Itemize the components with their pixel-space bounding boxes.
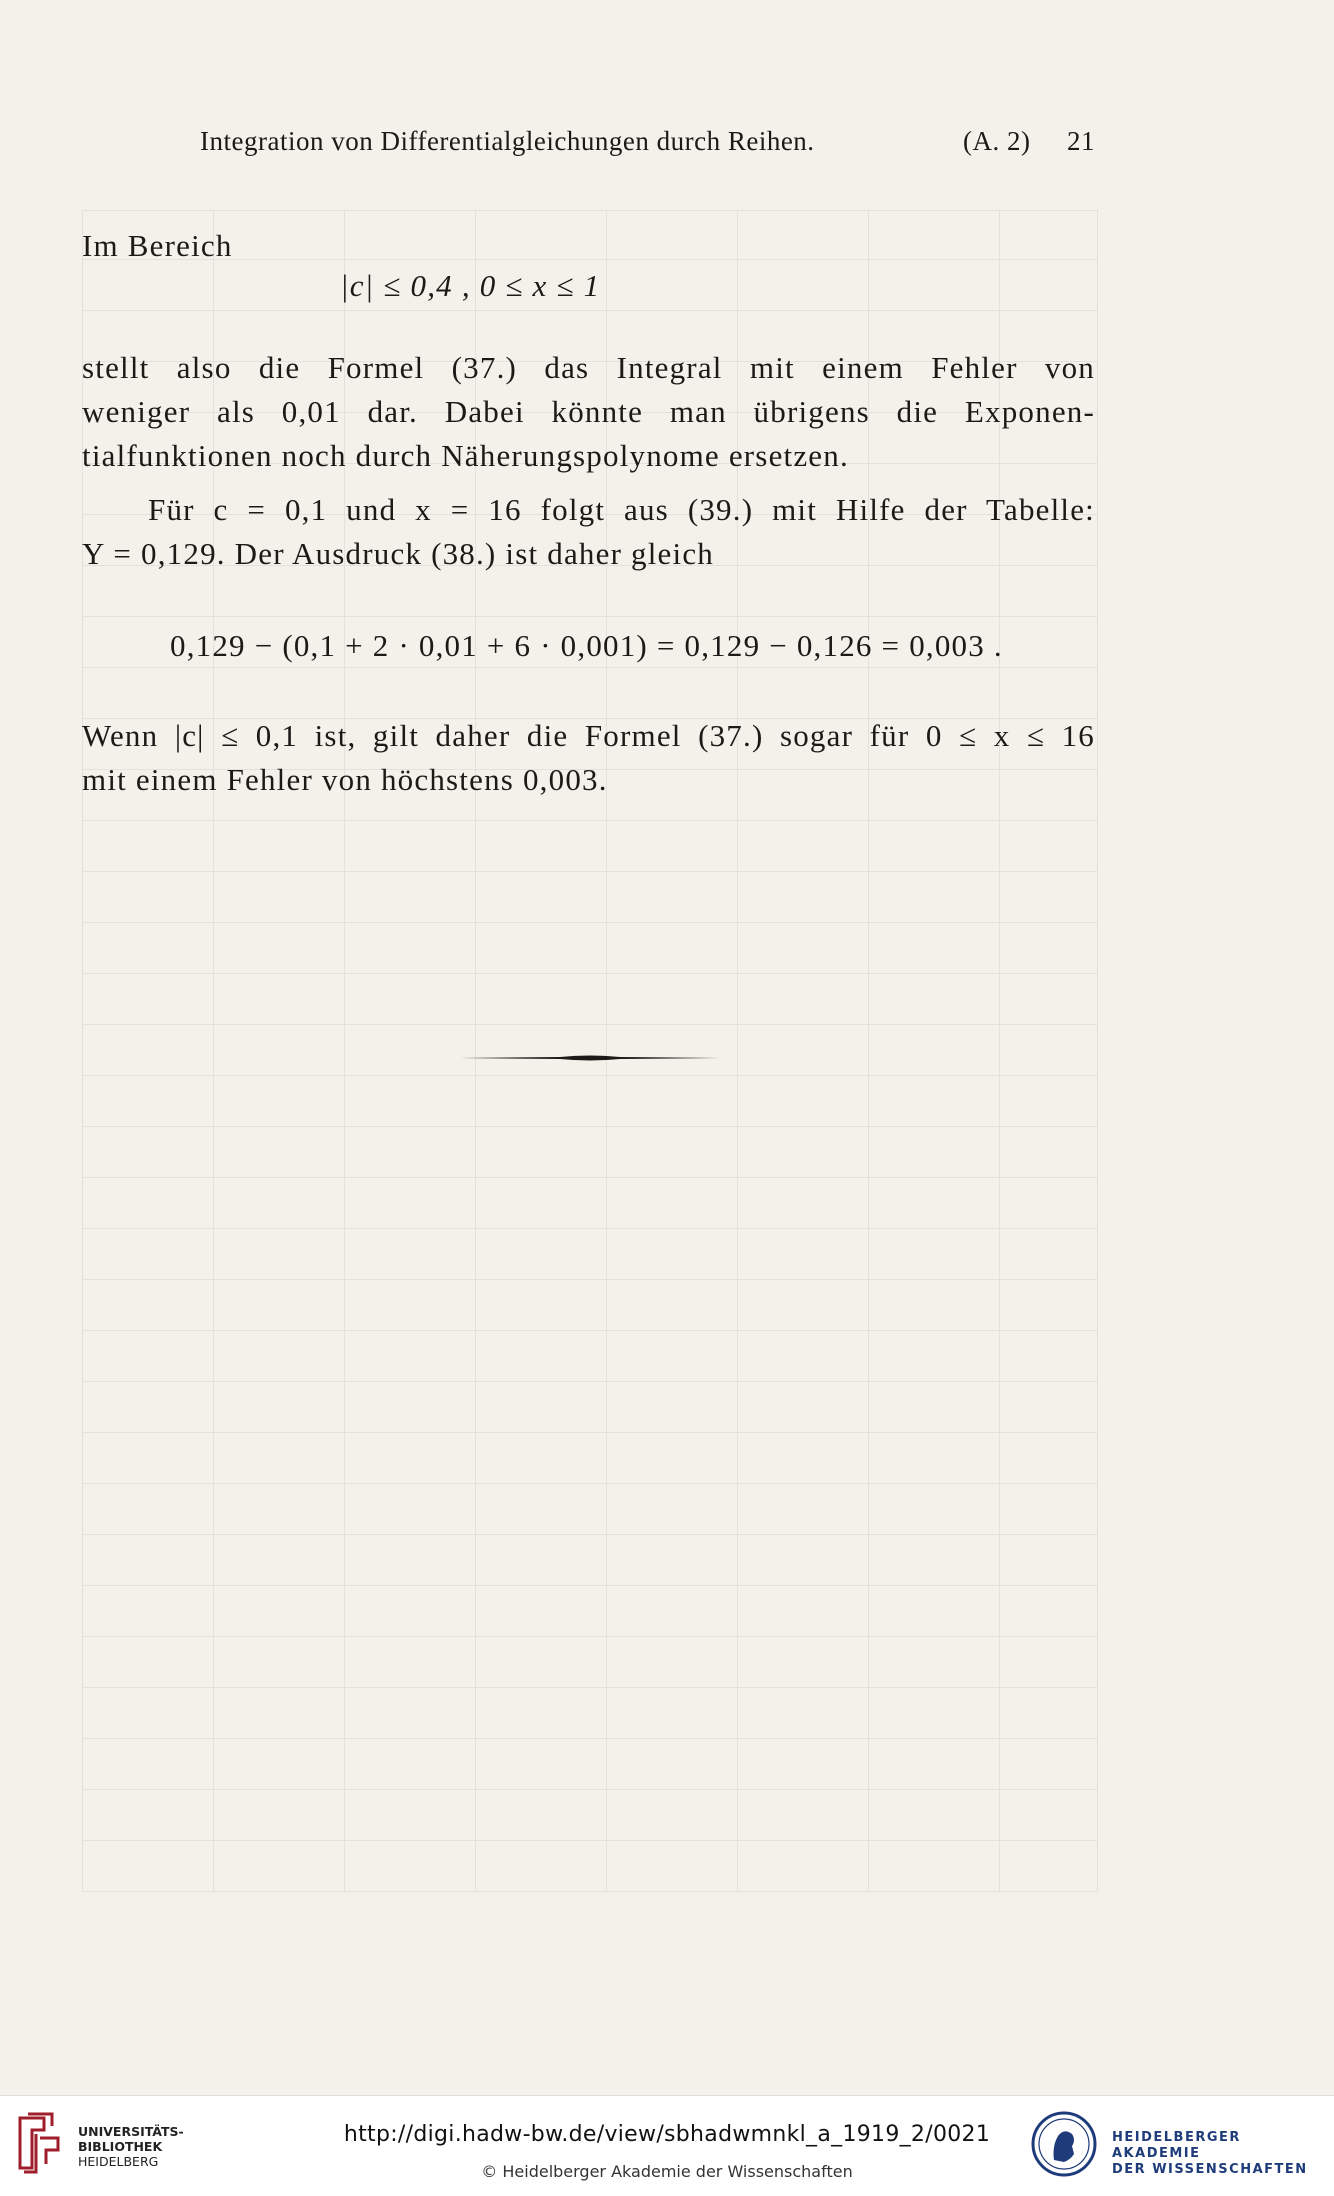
academy-seal-icon [1030,2110,1098,2178]
paragraph-1 [82,346,1095,478]
copyright-notice: © Heidelberger Akademie der Wissenschaften [481,2162,853,2181]
running-header [200,126,1095,166]
logo-line: BIBLIOTHEK [78,2139,163,2154]
academy-name [1112,2130,1334,2178]
paragraph-3 [82,714,1095,802]
formula-calculation: 0,129 − (0,1 + 2 · 0,01 + 6 · 0,001) = 0,129 − 0,126 = 0,003 . [170,628,1003,663]
paragraph-2 [82,488,1095,576]
formula-region: |c| ≤ 0,4 , 0 ≤ x ≤ 1 [340,268,601,303]
paragraph-line: mit einem Fehler von höchstens 0,003. [82,762,608,797]
logo-line: HEIDELBERGER AKADEMIE [1112,2130,1241,2161]
paragraph-line: Wenn |c| ≤ 0,1 ist, gilt daher die Formel (37.) sogar für 0 ≤ x ≤ 16 [82,718,1095,753]
paragraph-line: Y = 0,129. Der Ausdruck (38.) ist daher gleich [82,536,714,571]
header-title: Integration von Differentialgleichungen durch Reihen. [200,126,815,156]
paragraph-line: weniger als 0,01 dar. Dabei könnte man übrigens die Exponen- [82,394,1095,429]
intro-text: Im Bereich [82,228,233,263]
logo-line: DER WISSENSCHAFTEN [1112,2162,1308,2177]
section-end-rule [460,1054,720,1062]
digitization-footer [0,2095,1334,2196]
page-number: 21 [1067,126,1095,156]
logo-line: HEIDELBERG [78,2154,159,2169]
paragraph-line: Für c = 0,1 und x = 16 folgt aus (39.) mit Hilfe der Tabelle: [148,492,1095,527]
logo-line: UNIVERSITÄTS- [78,2124,184,2139]
paragraph-line: stellt also die Formel (37.) das Integral mit einem Fehler von [82,350,1095,385]
header-reference: (A. 2) [963,126,1031,156]
paragraph-line: tialfunktionen noch durch Näherungspolynome ersetzen. [82,438,849,473]
permalink-url[interactable]: http://digi.hadw-bw.de/view/sbhadwmnkl_a_1919_2/0021 [343,2122,991,2147]
